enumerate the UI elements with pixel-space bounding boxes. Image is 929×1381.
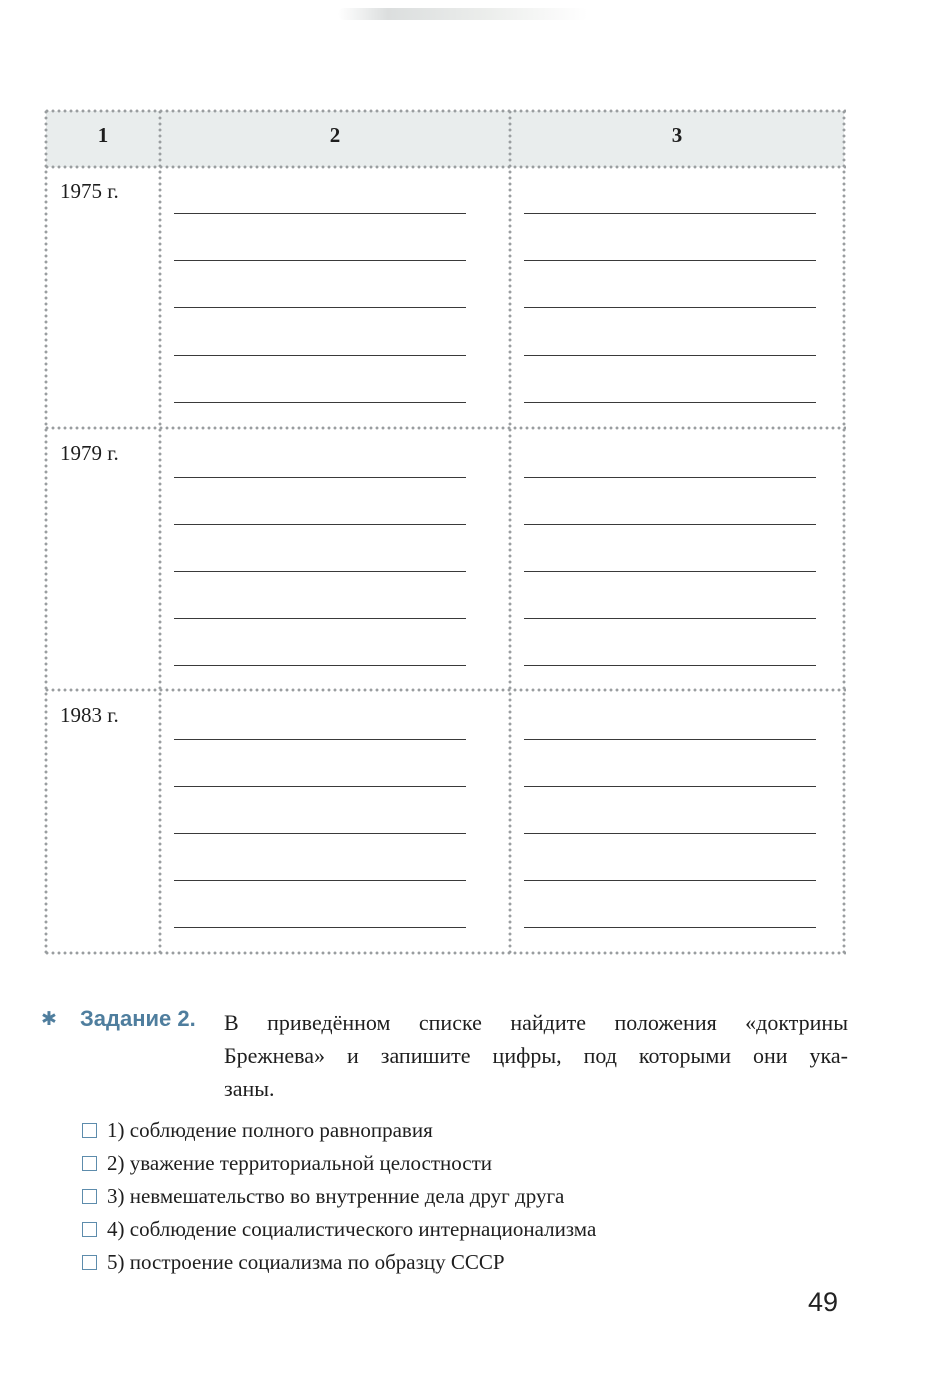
checkbox[interactable] xyxy=(82,1156,97,1171)
column-header-2: 2 xyxy=(329,123,341,147)
row-divider xyxy=(44,688,846,692)
answer-line[interactable] xyxy=(174,571,466,572)
list-item xyxy=(82,1114,596,1147)
table-border-bottom xyxy=(44,951,846,955)
table-border-right xyxy=(842,109,846,955)
column-divider xyxy=(158,109,162,955)
list-item xyxy=(82,1246,596,1279)
answer-line[interactable] xyxy=(524,571,816,572)
option-label: 1) соблюдение полного равноправия xyxy=(107,1118,433,1142)
answer-line[interactable] xyxy=(174,213,466,214)
answer-line[interactable] xyxy=(524,355,816,356)
answer-line[interactable] xyxy=(174,833,466,834)
answer-line[interactable] xyxy=(174,524,466,525)
row-year-label: 1975 г. xyxy=(60,179,119,203)
row-year-label: 1979 г. xyxy=(60,441,119,465)
column-header-3: 3 xyxy=(671,123,683,147)
row-year-label: 1983 г. xyxy=(60,703,119,727)
answer-line[interactable] xyxy=(524,665,816,666)
task-text-line: В приведённом списке найдите положения «доктрины xyxy=(224,1010,848,1035)
answer-line[interactable] xyxy=(524,739,816,740)
task-star-icon: ✱ xyxy=(41,1008,57,1030)
answer-line[interactable] xyxy=(174,739,466,740)
answer-line[interactable] xyxy=(524,927,816,928)
option-label: 3) невмешательство во внутренние дела друг друга xyxy=(107,1184,565,1208)
answer-line[interactable] xyxy=(524,307,816,308)
task-instructions xyxy=(224,1006,848,1105)
list-item xyxy=(82,1180,596,1213)
task-text-line: заны. xyxy=(224,1076,275,1101)
answer-line[interactable] xyxy=(524,833,816,834)
header-divider xyxy=(44,165,846,169)
table-border-top xyxy=(44,109,846,113)
answer-line[interactable] xyxy=(524,477,816,478)
answer-line[interactable] xyxy=(174,477,466,478)
row-divider xyxy=(44,426,846,430)
answer-line[interactable] xyxy=(174,927,466,928)
answer-table xyxy=(44,109,846,955)
answer-line[interactable] xyxy=(524,213,816,214)
answer-line[interactable] xyxy=(174,355,466,356)
option-label: 2) уважение территориальной целостности xyxy=(107,1151,493,1175)
answer-line[interactable] xyxy=(524,524,816,525)
answer-line[interactable] xyxy=(174,786,466,787)
list-item xyxy=(82,1213,596,1246)
checkbox[interactable] xyxy=(82,1255,97,1270)
scan-artifact xyxy=(338,8,588,20)
option-label: 4) соблюдение социалистического интернационализма xyxy=(107,1217,597,1241)
answer-line[interactable] xyxy=(524,402,816,403)
list-item xyxy=(82,1147,596,1180)
option-label: 5) построение социализма по образцу СССР xyxy=(107,1250,505,1274)
answer-line[interactable] xyxy=(174,402,466,403)
answer-line[interactable] xyxy=(174,618,466,619)
task-title: Задание 2. xyxy=(80,1006,196,1031)
checkbox[interactable] xyxy=(82,1123,97,1138)
answer-line[interactable] xyxy=(174,307,466,308)
answer-line[interactable] xyxy=(524,260,816,261)
answer-line[interactable] xyxy=(174,665,466,666)
column-header-1: 1 xyxy=(97,123,109,147)
answer-line[interactable] xyxy=(174,880,466,881)
task-text-line: Брежнева» и запишите цифры, под которыми они ука- xyxy=(224,1043,848,1068)
answer-line[interactable] xyxy=(524,880,816,881)
answer-line[interactable] xyxy=(174,260,466,261)
answer-line[interactable] xyxy=(524,786,816,787)
answer-line[interactable] xyxy=(524,618,816,619)
checkbox[interactable] xyxy=(82,1189,97,1204)
checkbox[interactable] xyxy=(82,1222,97,1237)
page-number: 49 xyxy=(808,1287,839,1317)
column-divider xyxy=(508,109,512,955)
table-border-left xyxy=(44,109,48,955)
options-list xyxy=(82,1114,596,1279)
